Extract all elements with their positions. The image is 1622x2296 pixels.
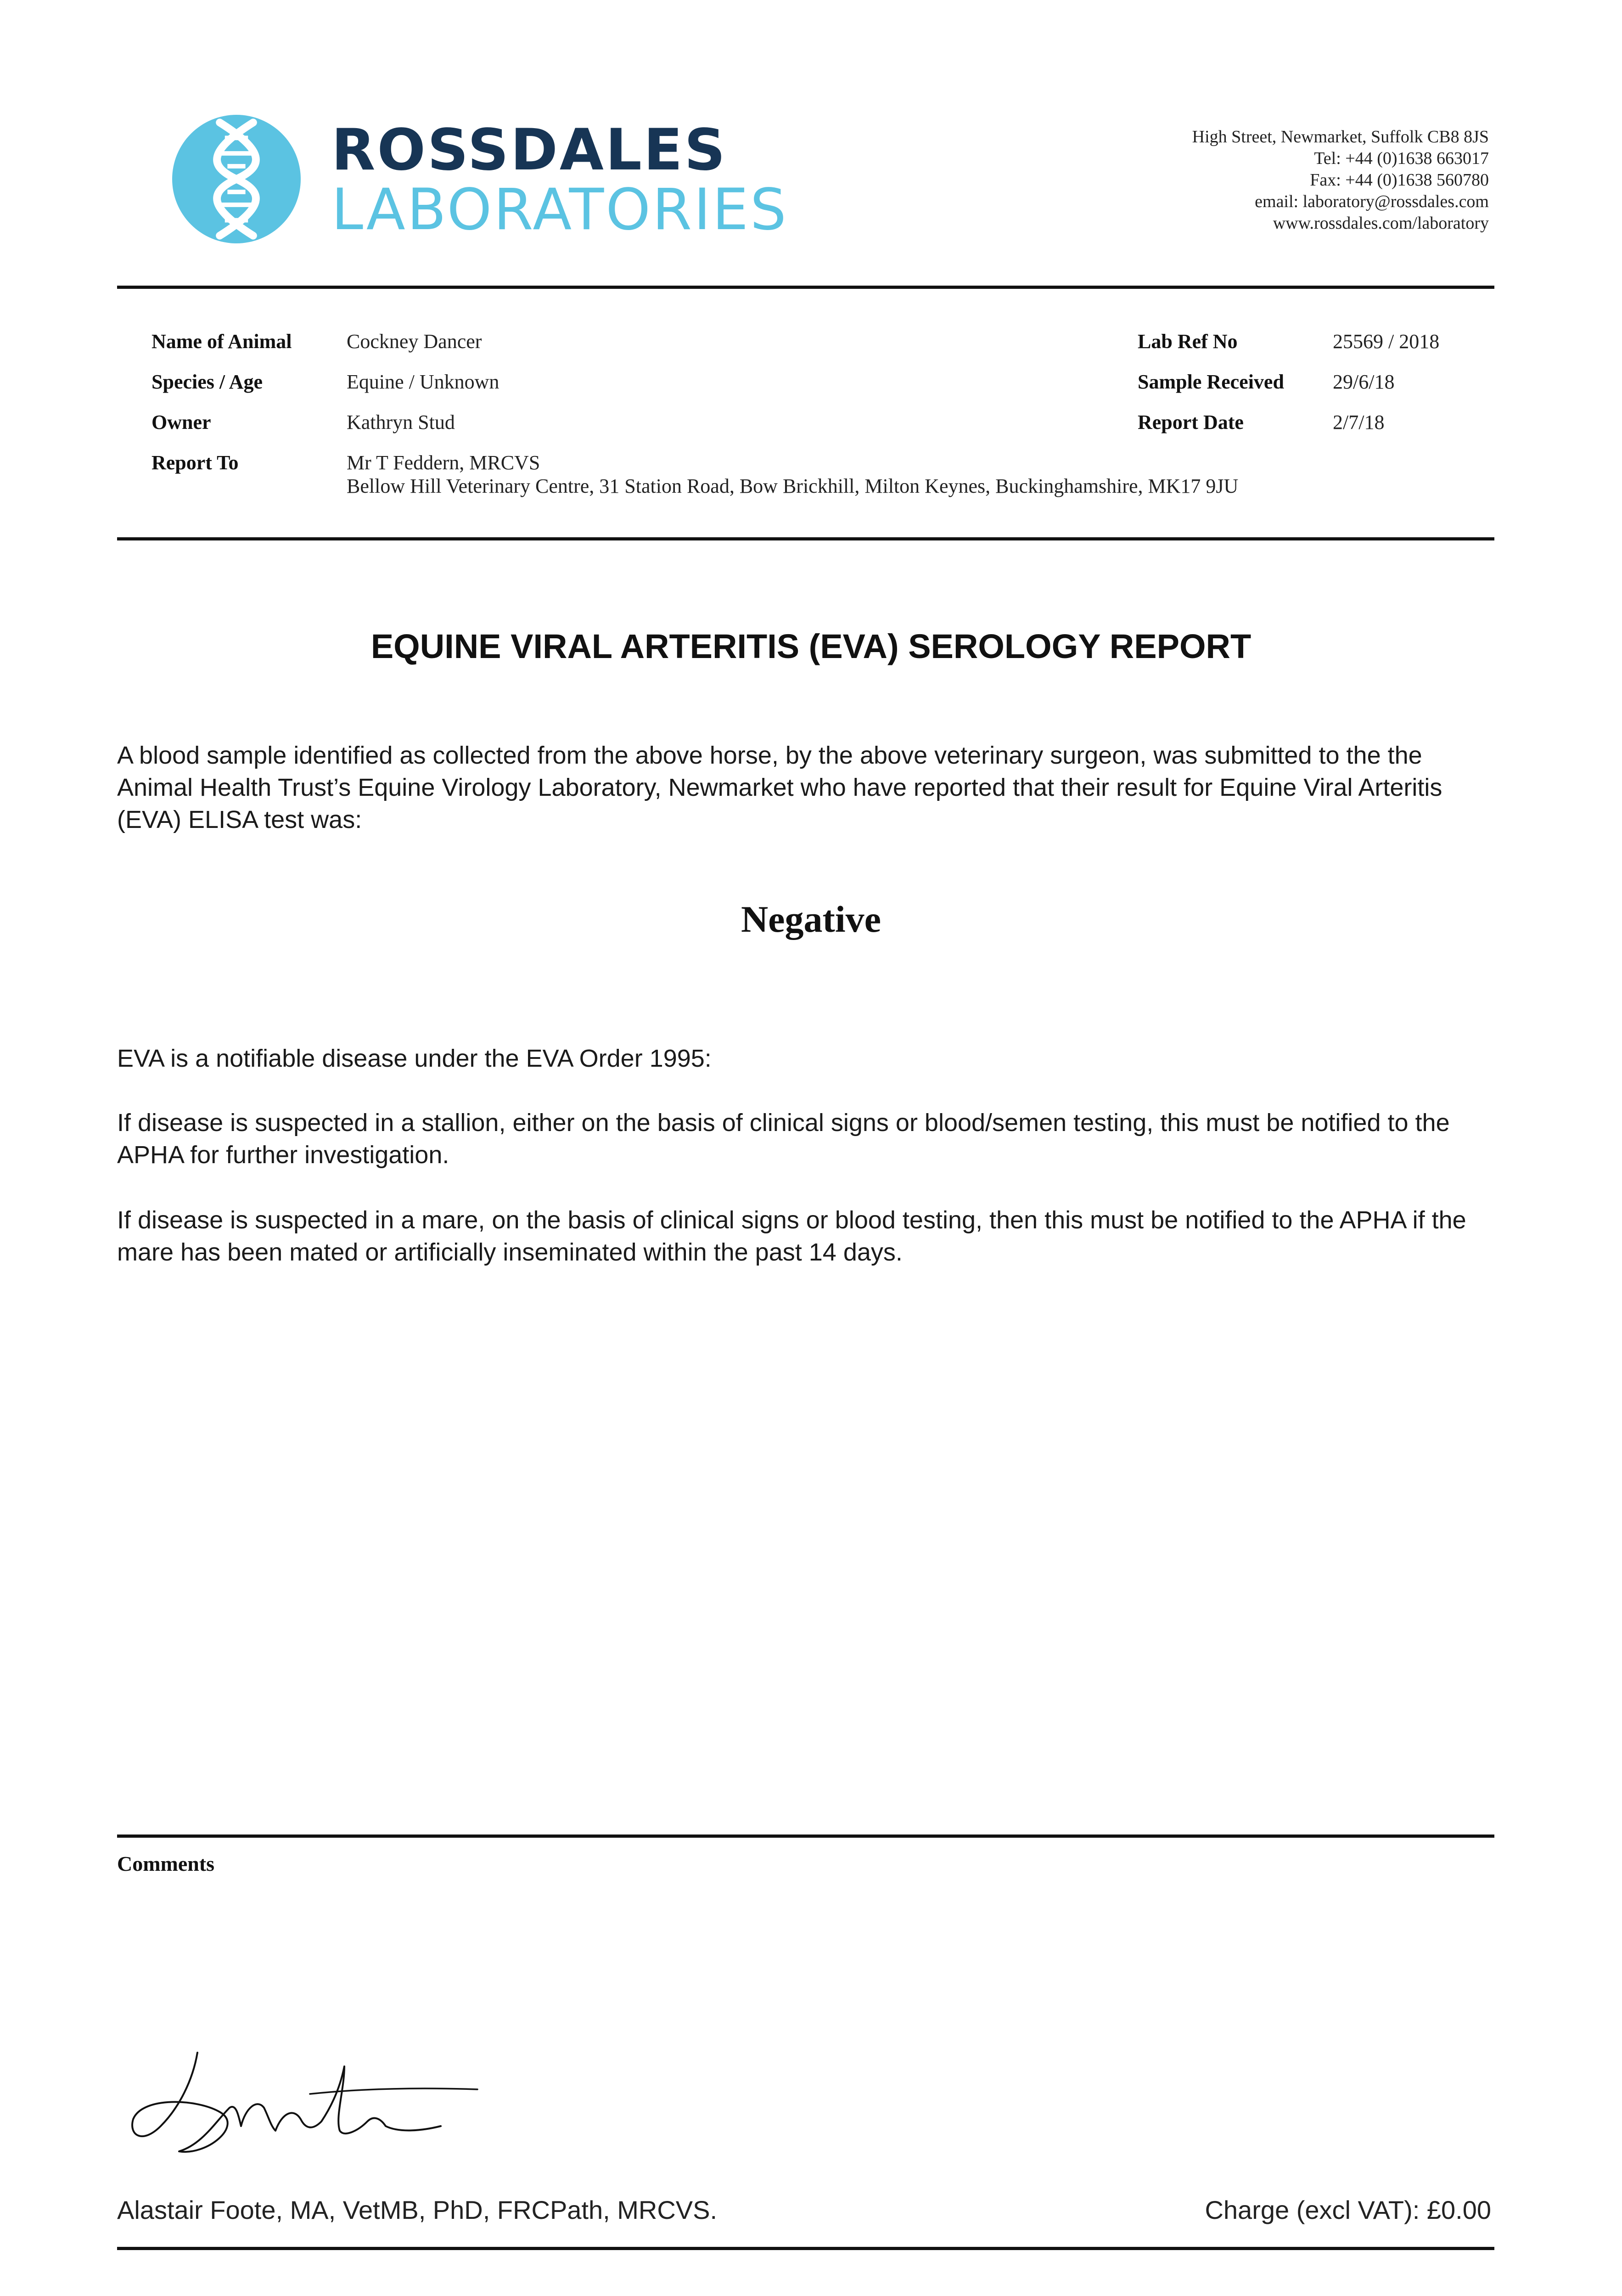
owner-value: Kathryn Stud [347, 411, 455, 433]
footer-divider [117, 2247, 1494, 2250]
signatory-name: Alastair Foote, MA, VetMB, PhD, FRCPath, MRCVS. [117, 2195, 718, 2224]
lab-ref-value: 25569 / 2018 [1333, 330, 1440, 353]
report-to-label: Report To [152, 451, 239, 474]
report-title: EQUINE VIRAL ARTERITIS (EVA) SEROLOGY REPORT [370, 627, 1252, 665]
species-label: Species / Age [152, 371, 263, 393]
charge-amount: Charge (excl VAT): £0.00 [1205, 2195, 1491, 2224]
contact-tel: Tel: +44 (0)1638 663017 [1314, 149, 1489, 168]
contact-email: email: laboratory@rossdales.com [1255, 192, 1489, 211]
details-divider [117, 537, 1494, 540]
notifiable-notice: EVA is a notifiable disease under the EVA Order 1995: [117, 1045, 712, 1072]
stallion-paragraph: If disease is suspected in a stallion, either on the basis of clinical signs or blood/semen testing, this must be notified to the APHA for further investigation. [117, 1109, 1450, 1169]
species-value: Equine / Unknown [347, 371, 500, 393]
report-to-address: Bellow Hill Veterinary Centre, 31 Station Road, Bow Brickhill, Milton Keynes, Buckinghamshire, MK17 9JU [347, 475, 1239, 497]
report-date-label: Report Date [1138, 411, 1244, 433]
report-date-value: 2/7/18 [1333, 411, 1385, 433]
contact-fax: Fax: +44 (0)1638 560780 [1310, 170, 1489, 190]
intro-paragraph: A blood sample identified as collected from the above horse, by the above veterinary surgeon, was submitted to the the Animal Health Trust’s Equine Virology Laboratory, Newmarket who have reported that their result for Equine Viral Arteritis (EVA) ELISA test was: [117, 742, 1442, 833]
name-value: Cockney Dancer [347, 330, 482, 353]
owner-label: Owner [152, 411, 211, 433]
contact-website: www.rossdales.com/laboratory [1273, 214, 1489, 233]
dna-helix-icon [172, 115, 301, 243]
sample-received-label: Sample Received [1138, 371, 1284, 393]
header-divider [117, 286, 1494, 289]
brand-name: ROSSDALES [331, 117, 727, 183]
test-result: Negative [741, 898, 881, 940]
contact-address: High Street, Newmarket, Suffolk CB8 8JS [1192, 127, 1489, 146]
lab-ref-label: Lab Ref No [1138, 330, 1238, 353]
handwritten-signature [124, 2039, 482, 2177]
mare-paragraph: If disease is suspected in a mare, on the basis of clinical signs or blood testing, then this must be notified to the APHA if the mare has been mated or artificially inseminated within the past 14 days. [117, 1206, 1466, 1266]
sample-received-value: 29/6/18 [1333, 371, 1395, 393]
comments-divider [117, 1835, 1494, 1838]
contact-block [1192, 126, 1489, 234]
name-label: Name of Animal [152, 330, 292, 353]
brand-subtitle: LABORATORIES [331, 177, 788, 243]
report-to-name: Mr T Feddern, MRCVS [347, 451, 540, 474]
comments-label: Comments [117, 1852, 215, 1875]
